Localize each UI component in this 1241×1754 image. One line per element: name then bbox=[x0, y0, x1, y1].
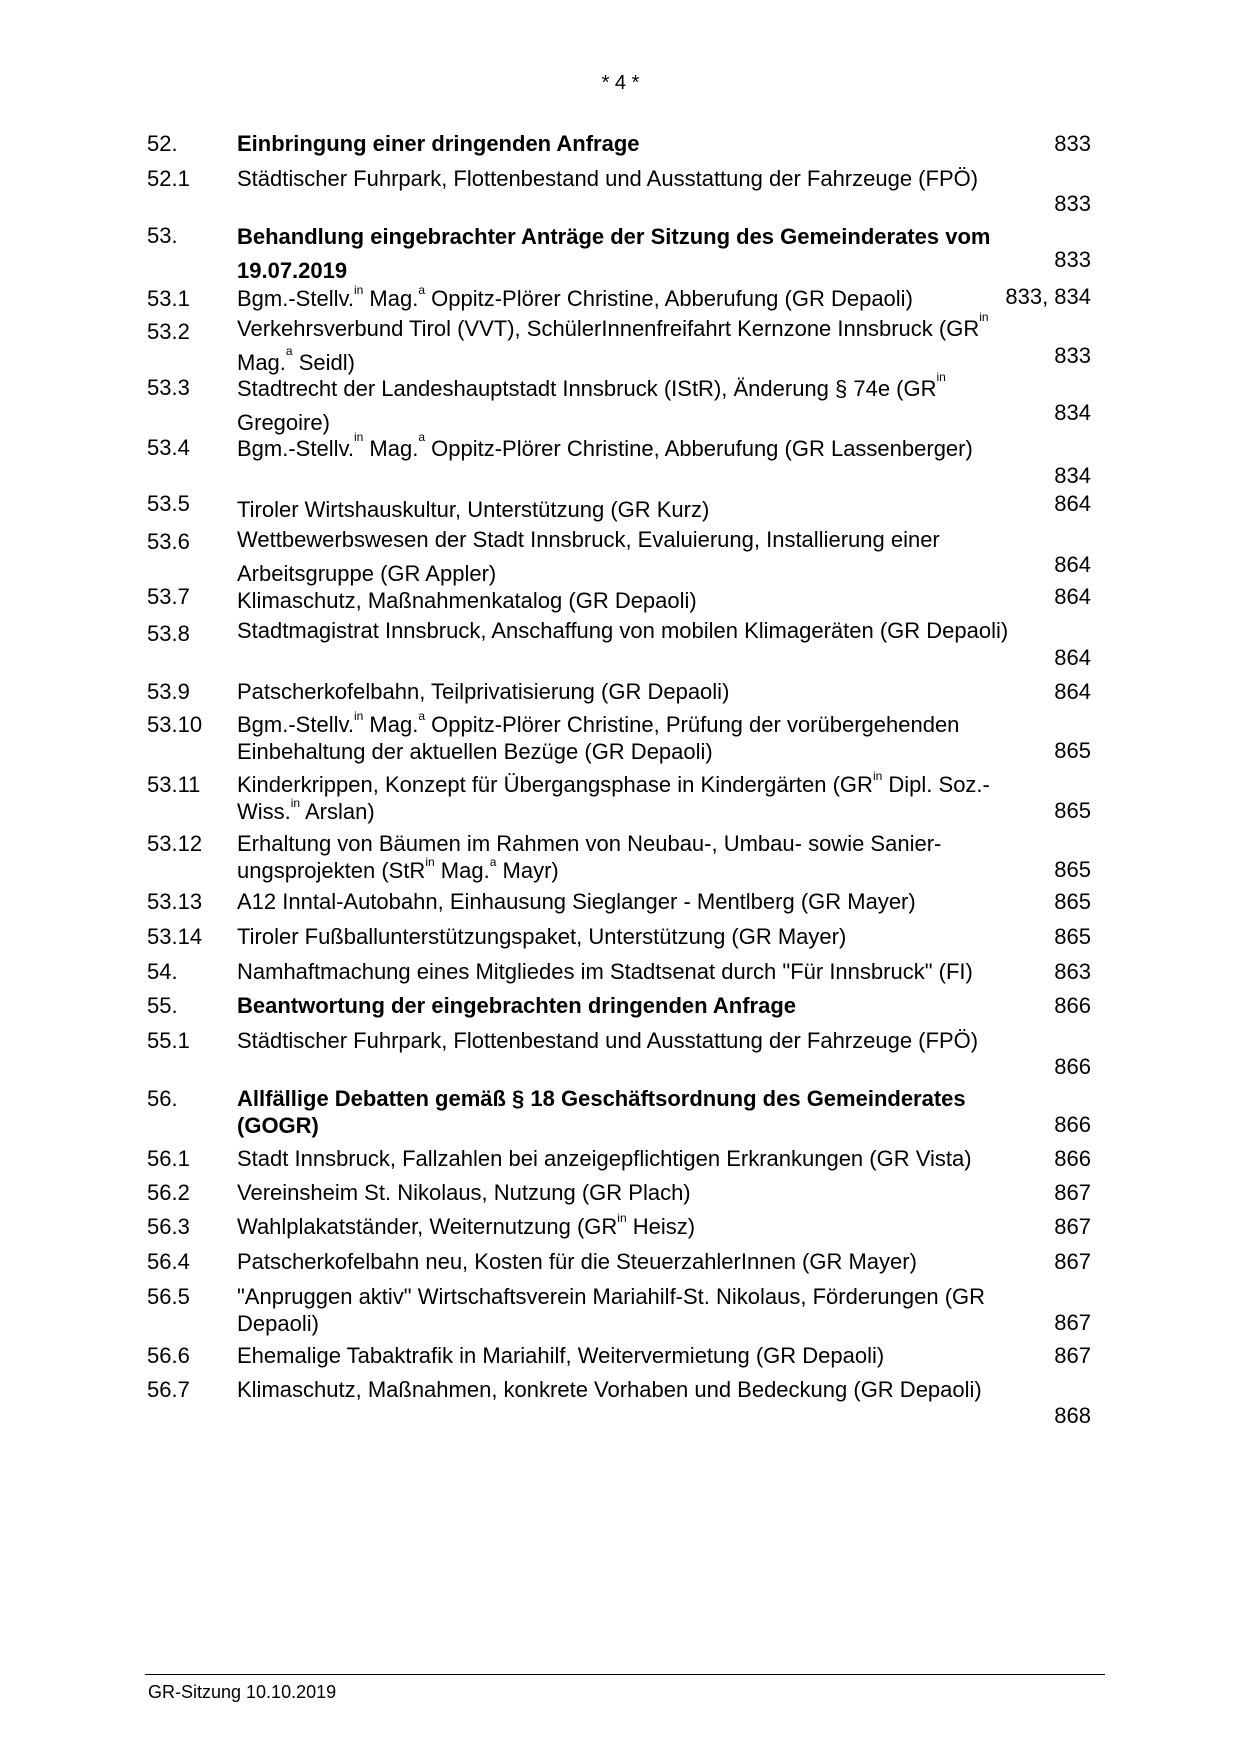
toc-entry-page: 834 bbox=[1054, 463, 1091, 488]
toc-entry-page: 865 bbox=[1054, 798, 1091, 823]
toc-entry-page: 833 bbox=[1054, 247, 1091, 272]
toc-entry-page: 833 bbox=[1054, 131, 1091, 156]
toc-entry-title: Tiroler Fußballunterstützungspaket, Unterstützung (GR Mayer) bbox=[237, 924, 847, 949]
toc-entry-title: Vereinsheim St. Nikolaus, Nutzung (GR Plach) bbox=[237, 1180, 691, 1205]
toc-entry-page: 865 bbox=[1054, 889, 1091, 914]
toc-entry-number: 53.6 bbox=[147, 529, 190, 554]
toc-entry-number: 56.5 bbox=[147, 1284, 190, 1309]
toc-entry-page: 868 bbox=[1054, 1403, 1091, 1428]
toc-entry-number: 56.3 bbox=[147, 1214, 190, 1239]
toc-entry-page: 867 bbox=[1054, 1214, 1091, 1239]
toc-entry-number: 53.5 bbox=[147, 491, 190, 516]
toc-entry-page: 867 bbox=[1054, 1343, 1091, 1368]
toc-entry-number: 53.4 bbox=[147, 435, 190, 460]
toc-entry-number: 53.9 bbox=[147, 679, 190, 704]
footer-divider bbox=[145, 1674, 1105, 1675]
toc-entry-title: Bgm.-Stellv.$^{in}$ Mag.$^a$ Oppitz-Plörer Christine, Abberufung (GR Depaoli) bbox=[237, 283, 913, 311]
toc-entry-number: 53.1 bbox=[147, 286, 190, 311]
toc-entry-number: 53.10 bbox=[147, 712, 203, 737]
toc-entry-title: Behandlung eingebrachter Anträge der Sitzung des Gemeinderates vom 19.07.2019 bbox=[237, 224, 991, 283]
toc-entry-number: 53.3 bbox=[147, 375, 190, 400]
superscript-marker: a bbox=[418, 430, 426, 444]
superscript-marker: in bbox=[353, 709, 364, 723]
toc-entry-number: 56.6 bbox=[147, 1343, 190, 1368]
toc-entry-number: 55.1 bbox=[147, 1028, 190, 1053]
toc-entry-number: 54. bbox=[147, 959, 178, 984]
toc-entry-number: 56.4 bbox=[147, 1249, 190, 1274]
toc-entry-title: Kinderkrippen, Konzept für Übergangsphase in Kindergärten ($GR^{in}$ Dipl. Soz.-Wiss.$^{in}$ Arslan) bbox=[237, 769, 990, 824]
toc-entry-title: Tiroler Wirtshauskultur, Unterstützung (GR Kurz) bbox=[237, 497, 710, 522]
toc-entry-number: 53.8 bbox=[147, 621, 190, 646]
toc-entry-page: 867 bbox=[1054, 1310, 1091, 1335]
superscript-marker: in bbox=[353, 283, 364, 297]
toc-entry-title: "Anpruggen aktiv" Wirtschaftsverein Mariahilf-St. Nikolaus, Förderungen (GR Depaoli) bbox=[237, 1284, 986, 1336]
toc-entry-number: 53.12 bbox=[147, 831, 203, 856]
toc-entry-title: Stadt Innsbruck, Fallzahlen bei anzeigepflichtigen Erkrankungen (GR Vista) bbox=[237, 1146, 972, 1171]
toc-entry-number: 53.7 bbox=[147, 584, 190, 609]
toc-entry-page: 864 bbox=[1054, 584, 1091, 609]
toc-entry-number: 52. bbox=[147, 131, 178, 156]
toc-entry-number: 56.1 bbox=[147, 1146, 190, 1171]
toc-entry-title: Namhaftmachung eines Mitgliedes im Stadtsenat durch "Für Innsbruck" (FI) bbox=[237, 959, 973, 984]
toc-entry-title: Stadtrecht der Landeshauptstadt Innsbruck (IStR), Änderung § 74e ($GR^{in}$ Gregoire) bbox=[237, 370, 946, 435]
toc-entry-page: 865 bbox=[1054, 857, 1091, 882]
toc-entry-page: 833 bbox=[1054, 191, 1091, 216]
footer-session-label: GR-Sitzung 10.10.2019 bbox=[148, 1682, 337, 1702]
toc-entry-number: 55. bbox=[147, 993, 178, 1018]
toc-entry-page: 866 bbox=[1054, 1112, 1091, 1137]
toc-entry-title: Beantwortung der eingebrachten dringenden Anfrage bbox=[237, 993, 797, 1018]
toc-entry-page: 863 bbox=[1054, 959, 1091, 984]
superscript-marker: in bbox=[979, 310, 989, 324]
toc-entry-page: 866 bbox=[1054, 993, 1091, 1018]
superscript-marker: a bbox=[418, 283, 426, 297]
toc-entry-page: 833 bbox=[1054, 343, 1091, 368]
toc-entry-title: Städtischer Fuhrpark, Flottenbestand und Ausstattung der Fahrzeuge (FPÖ) bbox=[237, 1028, 979, 1053]
toc-entry-title: Stadtmagistrat Innsbruck, Anschaffung von mobilen Klimageräten (GR Depaoli) bbox=[237, 618, 1009, 643]
toc-entry-page: 865 bbox=[1054, 738, 1091, 763]
toc-entry-title: A12 Inntal-Autobahn, Einhausung Sieglanger - Mentlberg (GR Mayer) bbox=[237, 889, 916, 914]
toc-entry-number: 53.2 bbox=[147, 319, 190, 344]
toc-entry-number: 53.14 bbox=[147, 924, 203, 949]
toc-entry-page: 867 bbox=[1054, 1180, 1091, 1205]
superscript-marker: in bbox=[936, 370, 946, 384]
toc-entry-title: Ehemalige Tabaktrafik in Mariahilf, Weitervermietung (GR Depaoli) bbox=[237, 1343, 885, 1368]
toc-entry-title: Bgm.-Stellv.$^{in}$ Mag.$^a$ Oppitz-Plörer Christine, Prüfung der vorübergehenden Einbehaltung der aktuellen Bezüge (GR Depaoli) bbox=[237, 709, 960, 764]
toc-entry-title: Erhaltung von Bäumen im Rahmen von Neubau-, Umbau- sowie Sanier-ungsprojekten (StR$^{in}$ Mag.$^a$ Mayr) bbox=[237, 831, 942, 883]
toc-entry-page: 866 bbox=[1054, 1054, 1091, 1079]
toc-entry-page: 864 bbox=[1054, 679, 1091, 704]
toc-entry-number: 53. bbox=[147, 223, 178, 248]
toc-entry-number: 56. bbox=[147, 1086, 178, 1111]
superscript-marker: in bbox=[353, 430, 364, 444]
toc-entry-page: 864 bbox=[1054, 552, 1091, 577]
page-number: * 4 * bbox=[601, 72, 640, 94]
toc-entry-number: 56.7 bbox=[147, 1377, 190, 1402]
toc-entry-page: 865 bbox=[1054, 924, 1091, 949]
superscript-marker: in bbox=[425, 855, 435, 869]
superscript-marker: a bbox=[285, 344, 293, 358]
toc-entry-title: Einbringung einer dringenden Anfrage bbox=[237, 131, 640, 156]
superscript-marker: a bbox=[489, 855, 497, 869]
superscript-marker: in bbox=[290, 796, 301, 810]
toc-entry-title: Klimaschutz, Maßnahmen, konkrete Vorhaben und Bedeckung (GR Depaoli) bbox=[237, 1377, 982, 1402]
toc-entry-number: 53.13 bbox=[147, 889, 203, 914]
superscript-marker: in bbox=[617, 1211, 627, 1225]
toc-entry-title: Klimaschutz, Maßnahmenkatalog (GR Depaoli) bbox=[237, 588, 697, 613]
toc-entry-number: 56.2 bbox=[147, 1180, 190, 1205]
toc-entry-page: 833, 834 bbox=[1005, 284, 1091, 309]
toc-entry-title: Wettbewerbswesen der Stadt Innsbruck, Evaluierung, Installierung einer Arbeitsgruppe (GR Appler) bbox=[237, 527, 940, 586]
toc-entry-title: Verkehrsverbund Tirol (VVT), SchülerInnenfreifahrt Kernzone Innsbruck ($GR^{in}$ Mag.$^a$ Seidl) bbox=[237, 310, 989, 375]
superscript-marker: a bbox=[418, 709, 426, 723]
toc-entry-number: 53.11 bbox=[147, 772, 201, 797]
toc-entry-title: Patscherkofelbahn, Teilprivatisierung (GR Depaoli) bbox=[237, 679, 730, 704]
toc-entry-page: 834 bbox=[1054, 400, 1091, 425]
toc-entry-title: Allfällige Debatten gemäß § 18 Geschäftsordnung des Gemeinderates (GOGR) bbox=[237, 1086, 966, 1138]
superscript-marker: in bbox=[872, 769, 883, 783]
toc-entry-title: Bgm.-Stellv.$^{in}$ Mag.$^a$ Oppitz-Plörer Christine, Abberufung (GR Lassenberger) bbox=[237, 430, 973, 461]
toc-entry-title: Städtischer Fuhrpark, Flottenbestand und Ausstattung der Fahrzeuge (FPÖ) bbox=[237, 166, 979, 191]
toc-entry-page: 866 bbox=[1054, 1146, 1091, 1171]
toc-entry-title: Wahlplakatständer, Weiternutzung ($GR^{in}$ Heisz) bbox=[237, 1211, 696, 1239]
toc-entry-title: Patscherkofelbahn neu, Kosten für die SteuerzahlerInnen (GR Mayer) bbox=[237, 1249, 917, 1274]
toc-entry-page: 864 bbox=[1054, 491, 1091, 516]
toc-entry-page: 867 bbox=[1054, 1249, 1091, 1274]
toc-entry-number: 52.1 bbox=[147, 166, 190, 191]
toc-entry-page: 864 bbox=[1054, 645, 1091, 670]
